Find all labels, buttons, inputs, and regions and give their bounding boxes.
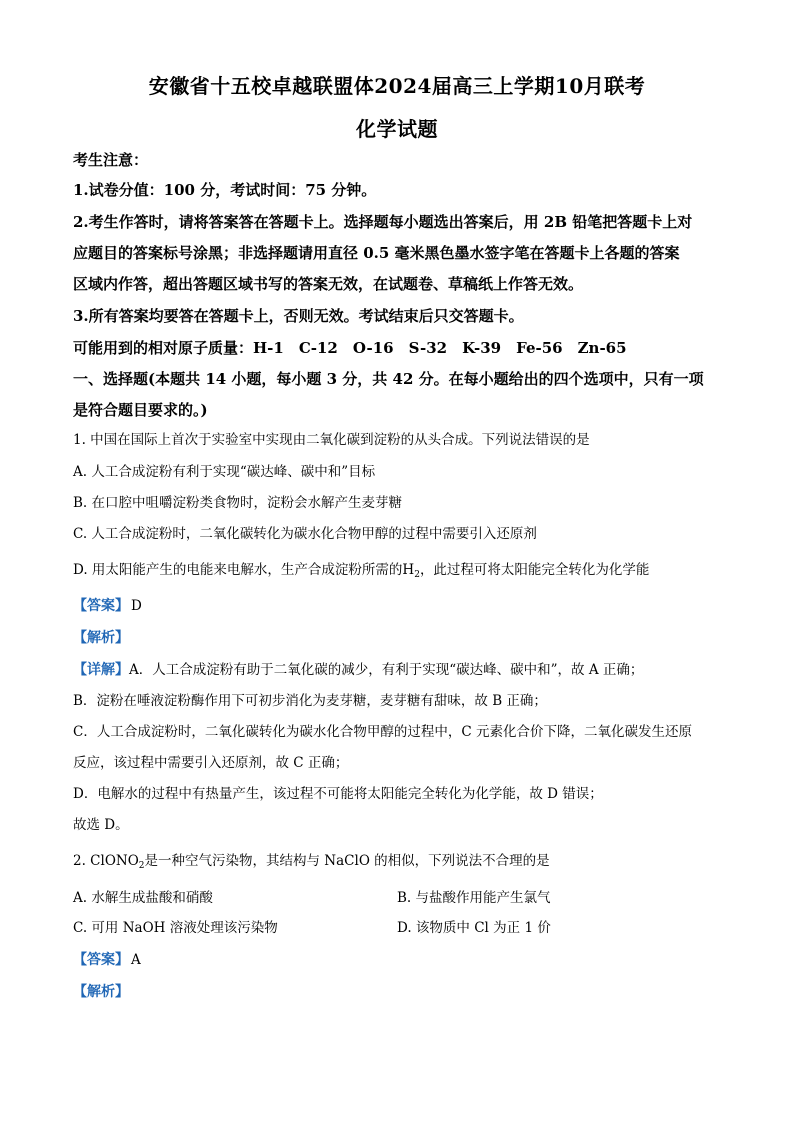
q1-detail-b: B．淀粉在唾液淀粉酶作用下可初步消化为麦芽糖，麦芽糖有甜味，故 B 正确； (73, 693, 547, 709)
detail-a-text: A．人工合成淀粉有助于二氧化碳的减少，有利于实现“碳达峰、碳中和”，故 A 正确； (129, 662, 644, 678)
notice-item-1: 1.试卷分值：100 分，考试时间：75 分钟。 (73, 181, 377, 199)
q1-option-c: C. 人工合成淀粉时，二氧化碳转化为碳水化合物甲醇的过程中需要引入还原剂 (73, 526, 537, 542)
detail-tag: 【详解】 (73, 662, 129, 678)
q1-conclusion: 故选 D。 (73, 817, 129, 833)
document-subtitle: 化学试题 (356, 117, 438, 141)
answer-tag: 【答案】 (73, 952, 129, 968)
section-heading-line-2: 是符合题目要求的。) (73, 401, 208, 419)
q2-stem (73, 851, 733, 876)
notice-item-3: 3.所有答案均要答在答题卡上，否则无效。考试结束后只交答题卡。 (73, 307, 524, 325)
q2-stem-post: 是一种空气污染物，其结构与 NaClO 的相似，下列说法不合理的是 (144, 853, 550, 869)
q2-analysis (73, 982, 733, 1002)
q2-option-b: B. 与盐酸作用能产生氯气 (397, 890, 551, 906)
notice-item-2-line-2: 应题目的答案标号涂黑；非选择题请用直径 0.5 毫米黑色墨水签字笔在答题卡上各题的答案 (73, 244, 680, 262)
answer-tag: 【答案】 (73, 598, 129, 614)
section-heading-line-1: 一、选择题(本题共 14 小题，每小题 3 分，共 42 分。在每小题给出的四个选项中，只有一项 (73, 370, 704, 388)
notice-item-2-line-1: 2.考生作答时，请将答案答在答题卡上。选择题每小题选出答案后，用 2B 铅笔把答题卡上对 (73, 213, 693, 231)
q1-option-a: A. 人工合成淀粉有利于实现“碳达峰、碳中和”目标 (73, 464, 376, 480)
q1-option-d (73, 560, 733, 585)
q2-options-row-2 (73, 918, 733, 938)
q1-option-d-pre: D. 用太阳能产生的电能来电解水，生产合成淀粉所需的H (73, 562, 415, 578)
q1-detail-a (73, 660, 733, 680)
q2-options-row-1 (73, 888, 733, 908)
analysis-tag: 【解析】 (73, 630, 129, 646)
q2-stem-subscript: 2 (138, 861, 145, 871)
notice-item-2-line-3: 区域内作答，超出答题区域书写的答案无效，在试题卷、草稿纸上作答无效。 (73, 275, 584, 293)
q2-option-a: A. 水解生成盐酸和硝酸 (73, 890, 213, 906)
q2-option-c: C. 可用 NaOH 溶液处理该污染物 (73, 920, 278, 936)
q2-option-d: D. 该物质中 Cl 为正 1 价 (397, 920, 551, 936)
answer-value: A (131, 952, 141, 968)
notice-heading: 考生注意： (73, 151, 149, 169)
q1-analysis (73, 628, 733, 648)
q1-option-b: B. 在口腔中咀嚼淀粉类食物时，淀粉会水解产生麦芽糖 (73, 495, 403, 511)
answer-value: D (131, 598, 142, 614)
analysis-tag: 【解析】 (73, 984, 129, 1000)
q1-stem: 1. 中国在国际上首次于实验室中实现由二氧化碳到淀粉的从头合成。下列说法错误的是 (73, 432, 590, 448)
document-title: 安徽省十五校卓越联盟体2024届高三上学期10月联考 (148, 74, 646, 98)
q1-detail-c-line-1: C．人工合成淀粉时，二氧化碳转化为碳水化合物甲醇的过程中，C 元素化合价下降，二氧化碳发生还原 (73, 724, 692, 740)
q1-detail-c-line-2: 反应，该过程中需要引入还原剂，故 C 正确； (73, 755, 349, 771)
atomic-mass-line: 可能用到的相对原子质量：H-1 C-12 O-16 S-32 K-39 Fe-56 Zn-65 (73, 339, 627, 357)
q1-detail-d: D．电解水的过程中有热量产生，该过程不可能将太阳能完全转化为化学能，故 D 错误； (73, 786, 603, 802)
q2-stem-pre: 2. ClONO (73, 853, 139, 869)
q1-answer (73, 596, 733, 616)
q2-answer (73, 950, 733, 970)
q1-option-d-post: ，此过程可将太阳能完全转化为化学能 (419, 562, 650, 578)
q1-option-d-subscript: 2 (414, 570, 420, 580)
